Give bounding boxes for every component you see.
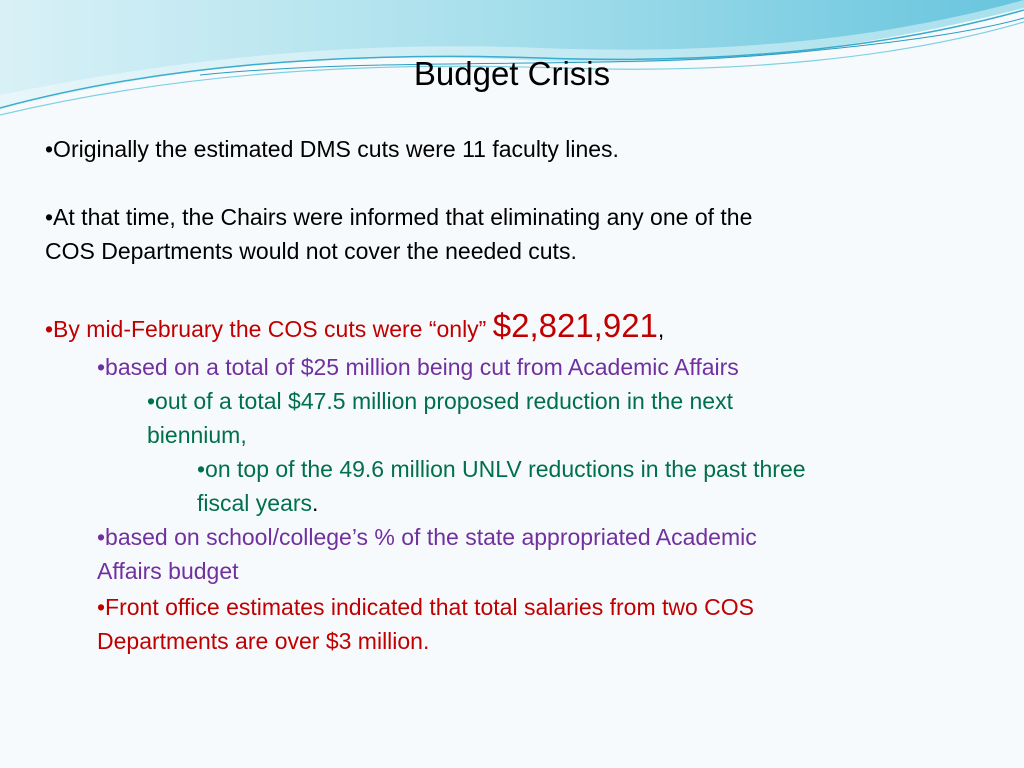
sub-bullet-state-line1: •based on school/college’s % of the state appropriated Academic [97,524,757,550]
bullet-cos-cuts [45,305,664,350]
sub-bullet-state-appropriated [97,520,757,588]
cuts-amount-comma: , [657,316,665,342]
sub-bullet-unlv-reductions [197,452,806,520]
sub-bullet-front-office [97,590,754,658]
bullet-chairs-informed [45,200,752,268]
sub-bullet-state-line2: Affairs budget [97,558,239,584]
sub-bullet-unlv-period: . [312,490,319,516]
bullet-cos-cuts-text: •By mid-February the COS cuts were “only” [45,316,493,342]
sub-bullet-47-line2: biennium, [147,422,247,448]
sub-bullet-47-line1: •out of a total $47.5 million proposed reduction in the next [147,388,733,414]
sub-bullet-front-line2: Departments are over $3 million. [97,628,430,654]
sub-bullet-front-line1: •Front office estimates indicated that total salaries from two COS [97,594,755,620]
sub-bullet-unlv-line1: •on top of the 49.6 million UNLV reductions in the past three [197,456,806,482]
sub-bullet-25-million: •based on a total of $25 million being cut from Academic Affairs [97,354,739,380]
bullet-dms-cuts: •Originally the estimated DMS cuts were 11 faculty lines. [45,136,619,162]
cuts-amount: $2,821,921 [492,307,658,344]
bullet-chairs-line2: COS Departments would not cover the needed cuts. [45,238,577,264]
sub-bullet-unlv-line2: fiscal years [197,490,313,516]
bullet-chairs-line1: •At that time, the Chairs were informed that eliminating any one of the [45,204,753,230]
slide-title: Budget Crisis [413,55,611,92]
sub-bullet-47-million [147,384,733,452]
